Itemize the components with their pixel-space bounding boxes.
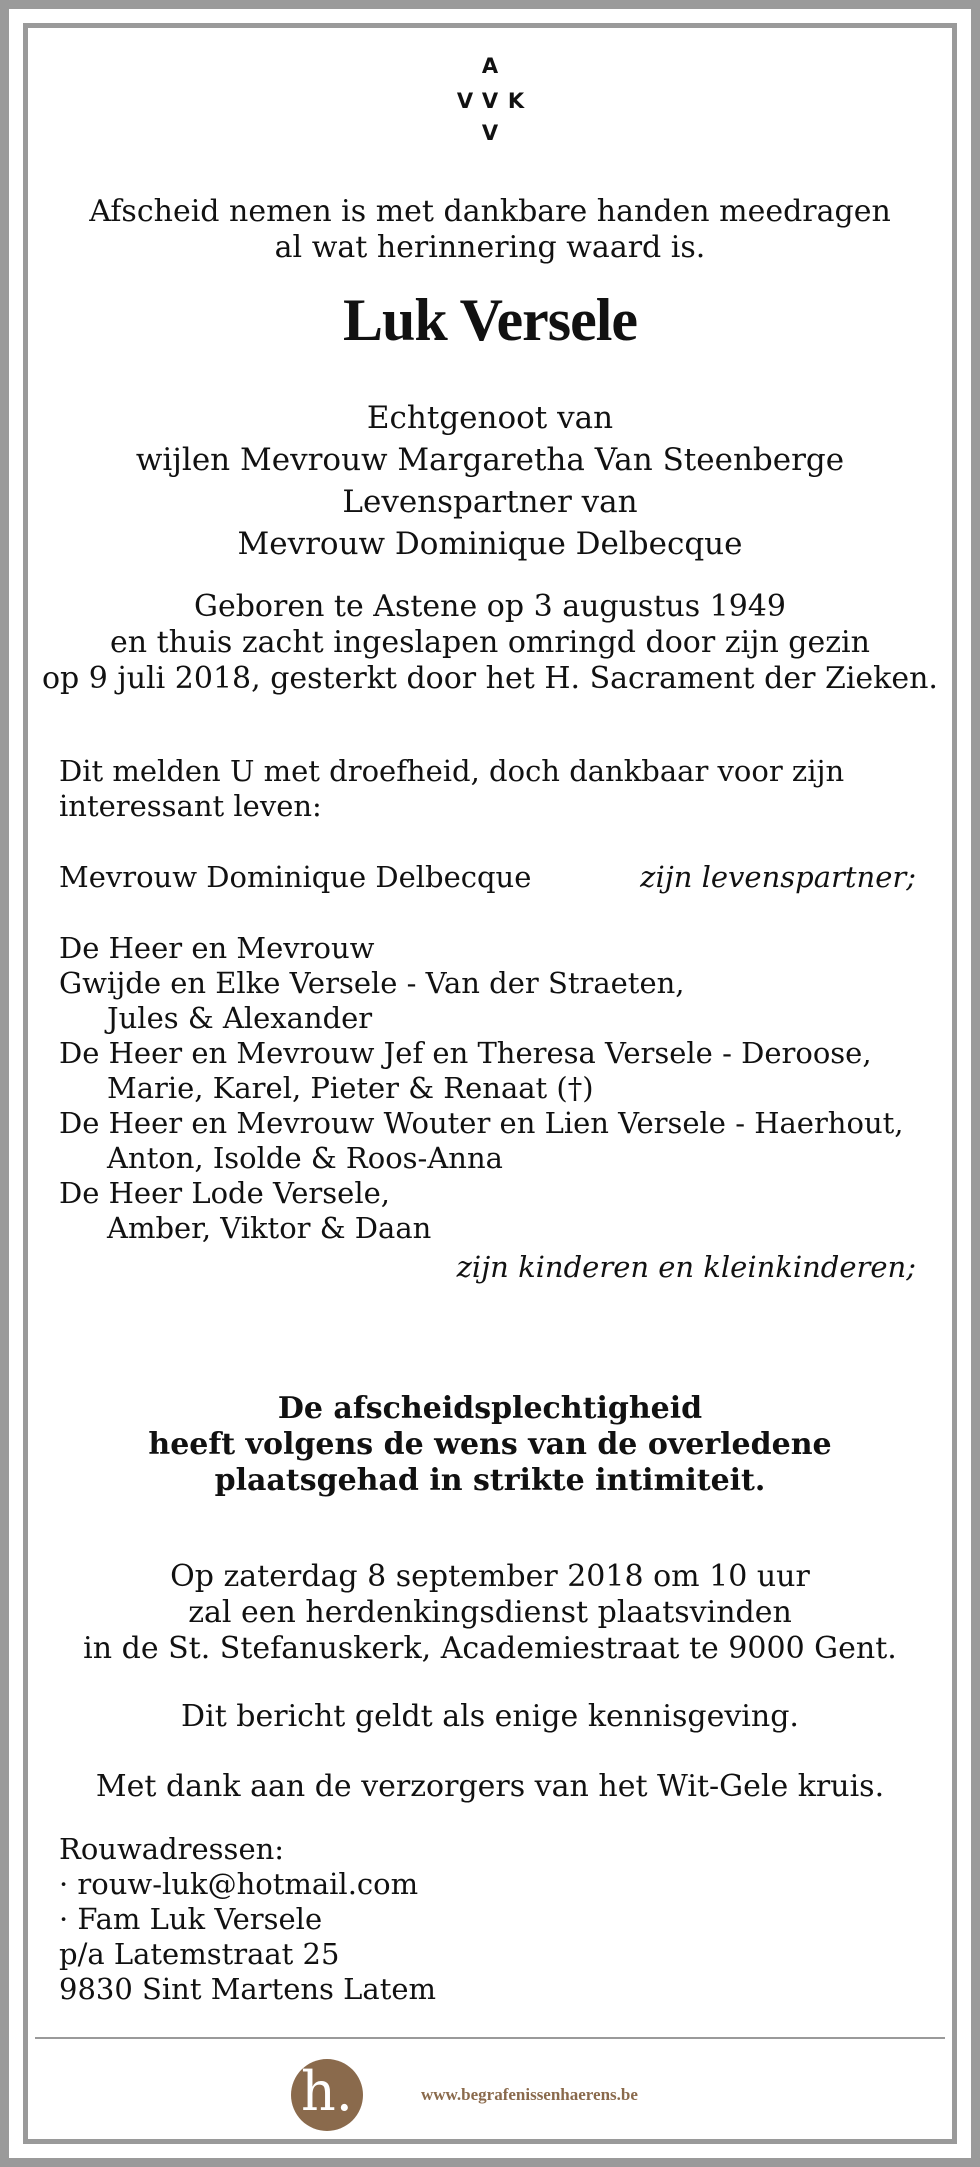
- family-role: zijn kinderen en kleinkinderen;: [456, 1250, 916, 1284]
- family-line: Gwijde en Elke Versele - Van der Straeten,: [59, 966, 685, 1000]
- family-list: [59, 931, 939, 1246]
- family-line: Marie, Karel, Pieter & Renaat (†): [107, 1071, 594, 1105]
- motto: Afscheid nemen is met dankbare handen meedragen al wat herinnering waard is.: [89, 194, 891, 265]
- cross-letter-bottom: V: [481, 121, 499, 145]
- birth-death-info: Geboren te Astene op 3 augustus 1949 en thuis zacht ingeslapen omringd door zijn gezin op 9 juli 2018, gesterkt door het H. Sacrament der Zieken.: [42, 589, 938, 696]
- footer-divider: [35, 2037, 945, 2039]
- thanks-line: Met dank aan de verzorgers van het Wit-Gele kruis.: [95, 1769, 885, 1804]
- memorial-service: Op zaterdag 8 september 2018 om 10 uur zal een herdenkingsdienst plaatsvinden in de St. Stefanuskerk, Academiestraat te 9000 Gent.: [83, 1559, 897, 1666]
- address-line: · Fam Luk Versele: [59, 1902, 323, 1936]
- avvk-cross-symbol: [9, 54, 971, 149]
- address-line: 9830 Sint Martens Latem: [59, 1972, 437, 2006]
- cross-letter-left: V: [456, 89, 474, 113]
- cross-letter-middle: V: [481, 89, 499, 113]
- family-line: De Heer en Mevrouw Wouter en Lien Versele - Haerhout,: [59, 1106, 904, 1140]
- email-address[interactable]: · rouw-luk@hotmail.com: [59, 1867, 419, 1901]
- cross-letter-right: K: [507, 89, 525, 113]
- address-line: p/a Latemstraat 25: [59, 1937, 340, 1971]
- ceremony-notice: De afscheidsplechtigheid heeft volgens de wens van de overledene plaatsgehad in strikte intimiteit.: [148, 1391, 832, 1498]
- funeral-home-logo: h.: [291, 2059, 363, 2131]
- announcement: Dit melden U met droefheid, doch dankbaar voor zijn interessant leven:: [59, 754, 845, 823]
- relations: Echtgenoot van wijlen Mevrouw Margaretha Van Steenberge Levenspartner van Mevrouw Dominique Delbecque: [135, 400, 845, 562]
- deceased-name: Luk Versele: [342, 287, 638, 353]
- mourning-addresses: [59, 1832, 939, 2007]
- family-line: Amber, Viktor & Daan: [107, 1211, 432, 1245]
- family-line: Anton, Isolde & Roos-Anna: [107, 1141, 503, 1175]
- family-line: De Heer Lode Versele,: [59, 1176, 390, 1210]
- partner-role: zijn levenspartner;: [640, 860, 916, 894]
- notice-line: Dit bericht geldt als enige kennisgeving.: [181, 1699, 799, 1734]
- address-heading: Rouwadressen:: [59, 1832, 285, 1866]
- partner-name: Mevrouw Dominique Delbecque: [59, 860, 532, 894]
- family-line: De Heer en Mevrouw Jef en Theresa Versele - Deroose,: [59, 1036, 872, 1070]
- family-line: De Heer en Mevrouw: [59, 931, 375, 965]
- family-line: Jules & Alexander: [107, 1001, 373, 1035]
- obituary-card: [9, 9, 971, 2158]
- cross-letter-top: A: [481, 54, 499, 78]
- funeral-home-website[interactable]: www.begrafenissenhaerens.be: [421, 2085, 638, 2104]
